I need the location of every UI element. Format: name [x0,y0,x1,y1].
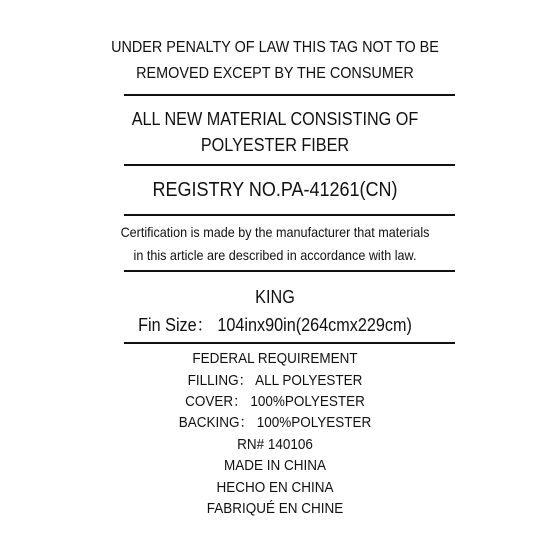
cover-content: COVER： 100%POLYESTER [185,393,365,410]
certification-line-2: in this article are described in accordance with law. [133,247,417,263]
divider-4 [124,270,455,272]
made-in-spanish: HECHO EN CHINA [216,479,334,496]
material-line-2: POLYESTER FIBER [200,135,350,155]
divider-2 [124,164,455,166]
made-in-french: FABRIQUÉ EN CHINE [206,500,344,517]
registry-number: REGISTRY NO.PA-41261(CN) [152,179,398,201]
rn-number: RN# 140106 [237,436,313,453]
material-line-1: ALL NEW MATERIAL CONSISTING OF [131,109,419,129]
size-name: KING [255,287,295,307]
certification-line-1: Certification is made by the manufacturer that materials [120,224,430,240]
filling-content: FILLING： ALL POLYESTER [187,372,363,389]
penalty-notice-line-1: UNDER PENALTY OF LAW THIS TAG NOT TO BE [111,39,439,56]
divider-3 [124,214,455,216]
penalty-notice-line-2: REMOVED EXCEPT BY THE CONSUMER [136,65,414,82]
made-in-english: MADE IN CHINA [223,457,327,474]
backing-content: BACKING： 100%POLYESTER [178,414,372,431]
divider-5 [124,342,455,344]
fin-size: Fin Size： 104inx90in(264cmx229cm) [138,315,412,335]
federal-requirement-heading: FEDERAL REQUIREMENT [192,350,358,367]
divider-1 [124,94,455,96]
